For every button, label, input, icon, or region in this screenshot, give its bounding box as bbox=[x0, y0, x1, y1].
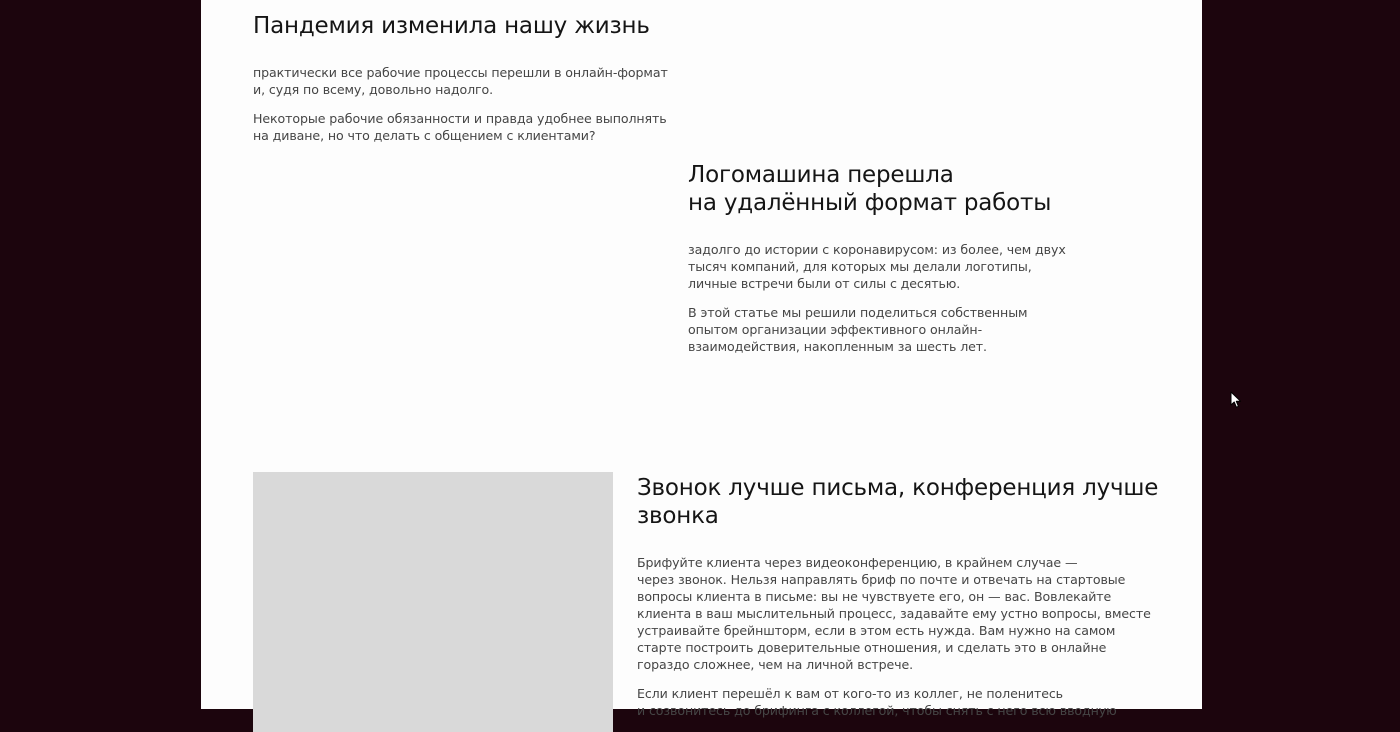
image-placeholder bbox=[253, 472, 613, 732]
section-remote-work-title: Логомашина перешла на удалённый формат работы bbox=[688, 162, 1052, 216]
section-call-better bbox=[637, 474, 1165, 719]
section-remote-work-paragraph-2: В этой статье мы решили поделиться собственным опытом организации эффективного онлайн- взаимодействия, накопленным за шесть лет. bbox=[688, 305, 1028, 354]
section-call-better-paragraph-1: Брифуйте клиента через видеоконференцию, в крайнем случае — через звонок. Нельзя направлять бриф по почте и отвечать на стартовые вопросы клиента в письме: вы не чувствуете его, он — вас. Вовлекайте клиента в ваш мыслительный процесс, задавайте ему устно вопросы, вместе устраивайте брейншторм, если в этом есть нужда. Вам нужно на самом старте построить доверительные отношения, и сделать это в онлайне гораздо сложнее, чем на личной встрече. bbox=[637, 555, 1151, 672]
section-call-better-paragraph-2: Если клиент перешёл к вам от кого-то из коллег, не поленитесь и созвонитесь до брифинга с коллегой, чтобы снять с него всю вводную bbox=[637, 686, 1117, 718]
section-pandemic-paragraph-1: практически все рабочие процессы перешли в онлайн-формат и, судя по всему, довольно надолго. bbox=[253, 65, 668, 97]
mouse-pointer-icon bbox=[1230, 391, 1242, 409]
section-pandemic bbox=[253, 12, 693, 144]
section-pandemic-title: Пандемия изменила нашу жизнь bbox=[253, 13, 650, 39]
section-remote-work-paragraph-1: задолго до истории с коронавирусом: из более, чем двух тысяч компаний, для которых мы делали логотипы, личные встречи были от силы с десятью. bbox=[688, 242, 1066, 291]
section-pandemic-paragraph-2: Некоторые рабочие обязанности и правда удобнее выполнять на диване, но что делать с общением с клиентами? bbox=[253, 111, 667, 143]
article-page bbox=[201, 0, 1202, 718]
section-remote-work bbox=[688, 161, 1108, 355]
section-call-better-title: Звонок лучше письма, конференция лучше звонка bbox=[637, 475, 1159, 529]
